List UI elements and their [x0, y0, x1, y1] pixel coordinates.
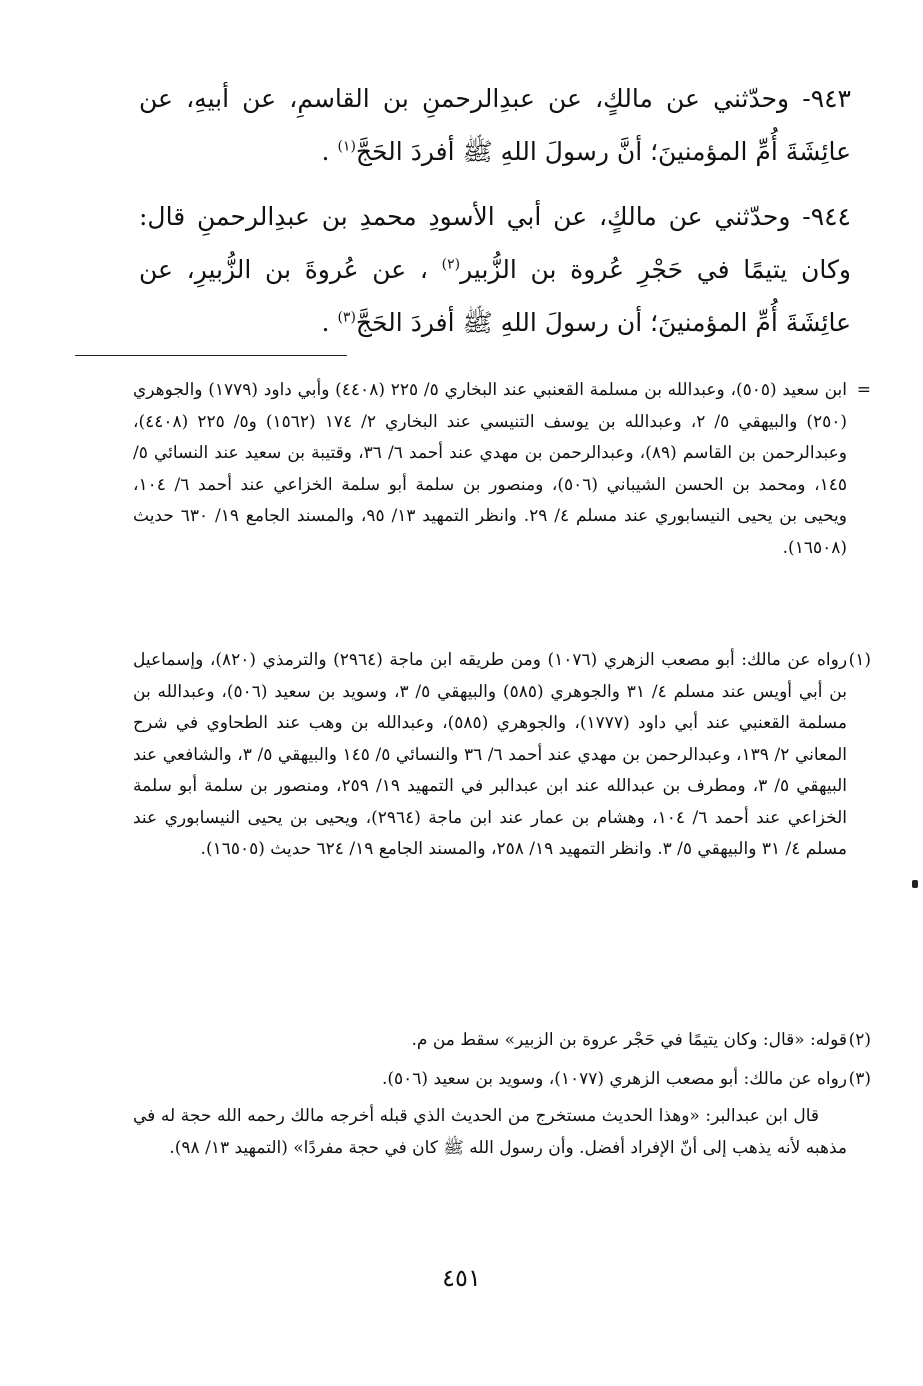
footnote-separator — [75, 355, 347, 356]
hadith-943-end: . — [321, 137, 338, 166]
footnote-ref-3: (٣) — [337, 309, 356, 326]
hadith-943-text: ٩٤٣- وحدّثني عن مالكٍ، عن عبدِالرحمنِ بن القاسمِ، عن أبيهِ، عن عائِشَةَ أُمِّ المؤمنينَ؛ أنَّ رسولَ اللهِ ﷺ أفردَ الحَجَّ — [139, 84, 851, 166]
hadith-944-text-part1: ٩٤٤- وحدّثني عن مالكٍ، عن أبي الأسودِ محمدِ بن عبدِالرحمنِ قال: وكان يتيمًا في حَجْرِ عُروة بن الزُّبير — [139, 202, 851, 284]
footnote-1-number: (١) — [848, 650, 871, 670]
hadith-944-end: . — [321, 308, 338, 337]
hadith-944 — [139, 190, 851, 349]
footnote-2: قوله: «قال: وكان يتيمًا في حَجْر عروة بن الزبير» سقط من م. — [411, 1030, 847, 1050]
footnote-continuation: ابن سعيد (٥٠٥)، وعبدالله بن مسلمة القعنبي عند البخاري ٥/ ٢٢٥ (٤٤٠٨) وأبي داود (١٧٧٩) والجوهري (٢٥٠) والبيهقي ٥/ ٢، وعبدالله بن يوسف التنيسي عند البخاري ٢/ ١٧٤ (١٥٦٢) و٥/ ٢٢٥ (٤٤٠٨)، وعبدالرحمن بن القاسم (٨٩)، وعبدالرحمن بن مهدي عند أحمد ٦/ ٣٦، وقتيبة بن سعيد عند النسائي ٥/ ١٤٥، ومحمد بن الحسن الشيباني (٥٠٦)، ومنصور بن سلمة أبو سلمة الخزاعي عند أحمد ٦/ ١٠٤، ويحيى بن يحيى النيسابوري عند مسلم ٤/ ٢٩. وانظر التمهيد ١٣/ ٩٥، والمسند الجامع ١٩/ ٦٣٠ حديث (١٦٥٠٨). — [133, 380, 847, 558]
footnote-1: رواه عن مالك: أبو مصعب الزهري (١٠٧٦) ومن طريقه ابن ماجة (٢٩٦٤) والترمذي (٨٢٠)، وإسماعيل بن أبي أويس عند مسلم ٤/ ٣١ والجوهري (٥٨٥) والبيهقي ٥/ ٣، وسويد بن سعيد (٥٠٦)، وعبدالله بن مسلمة القعنبي عند أبي داود (١٧٧٧)، والجوهري (٥٨٥)، وعبدالله بن وهب عند الطحاوي في شرح المعاني ٢/ ١٣٩، وعبدالرحمن بن مهدي عند أحمد ٦/ ٣٦ والنسائي ٥/ ١٤٥ والبيهقي ٥/ ٣، والشافعي عند البيهقي ٥/ ٣، ومطرف بن عبدالله عند ابن عبدالبر في التمهيد ١٩/ ٢٥٩، ومنصور بن سلمة أبو سلمة الخزاعي عند أحمد ٦/ ١٠٤، وهشام بن عمار عند ابن ماجة (٢٩٦٤)، ويحيى بن يحيى النيسابوري عند مسلم ٤/ ٣١ والبيهقي ٥/ ٣. وانظر التمهيد ١٩/ ٢٥٨، والمسند الجامع ١٩/ ٦٢٤ حديث (١٦٥٠٥). — [133, 650, 848, 859]
hadith-943 — [139, 72, 851, 178]
footnote-3: رواه عن مالك: أبو مصعب الزهري (١٠٧٧)، وسويد بن سعيد (٥٠٦). — [381, 1069, 847, 1089]
margin-mark — [912, 880, 918, 888]
footnote-2-number: (٢) — [848, 1030, 871, 1050]
footnote-3-number: (٣) — [848, 1069, 871, 1089]
footnote-ref-1: (١) — [337, 138, 356, 155]
footnote-continuation-mark: = — [856, 380, 871, 400]
page-number: ٤٥١ — [442, 1264, 481, 1292]
footnote-3-note: قال ابن عبدالبر: «وهذا الحديث مستخرج من الحديث الذي قبله أخرجه مالك رحمه الله حجة له في مذهبه لأنه يذهب إلى أنّ الإفراد أفضل. وأن رسول الله ﷺ كان في حجة مفردًا» (التمهيد ١٣/ ٩٨). — [133, 1106, 847, 1158]
hadith-944-text-part2: ، عن عُروةَ بن الزُّبيرِ، عن عائِشَةَ أُمِّ المؤمنينَ؛ أن رسولَ اللهِ ﷺ أفردَ الحَجَّ — [139, 255, 851, 337]
footnote-ref-2: (٢) — [441, 256, 461, 273]
